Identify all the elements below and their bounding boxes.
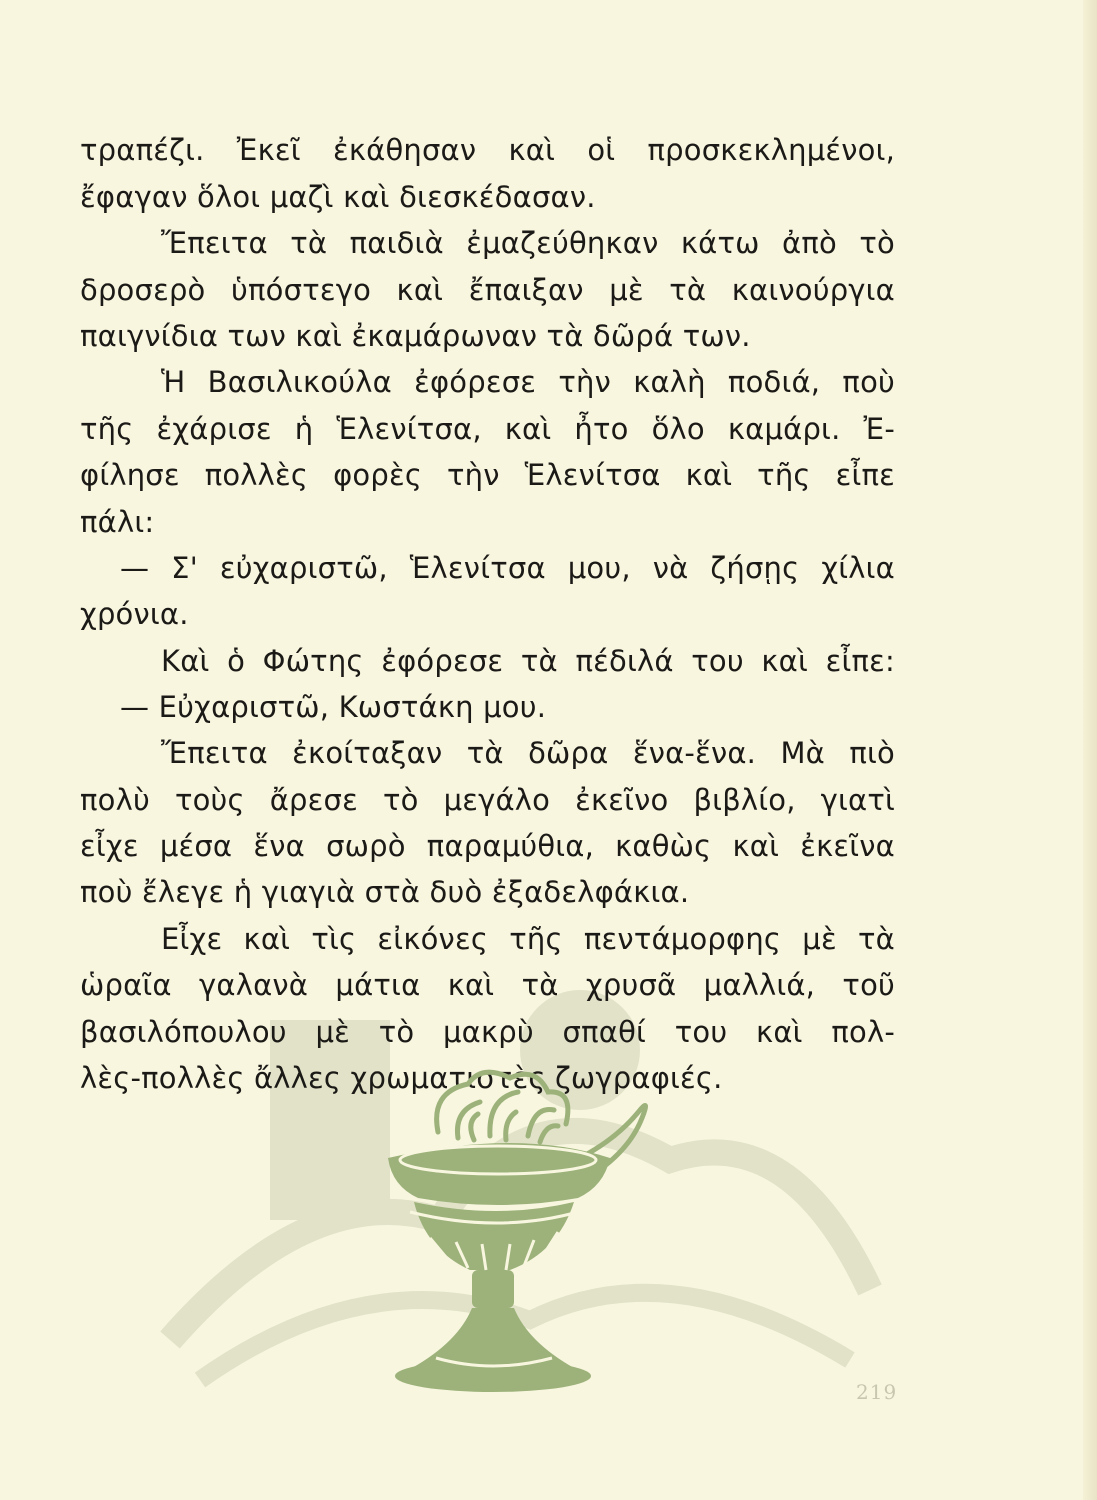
text-line: τραπέζι. Ἐκεῖ ἐκάθησαν καὶ οἱ προσκεκλημένοι, bbox=[80, 133, 895, 167]
page-edge bbox=[1083, 0, 1097, 1500]
text-line: ποὺ ἔλεγε ἡ γιαγιὰ στὰ δυὸ ἐξαδελφάκια. bbox=[80, 875, 690, 909]
text-line: βασιλόπουλου μὲ τὸ μακρὺ σπαθί του καὶ πολ- bbox=[80, 1015, 895, 1049]
text-line: πολὺ τοὺς ἄρεσε τὸ μεγάλο ἐκεῖνο βιβλίο, γιατὶ bbox=[80, 783, 895, 817]
page-number: 219 bbox=[856, 1380, 898, 1404]
text-line: πάλι: bbox=[80, 505, 155, 539]
text-line: λὲς-πολλὲς ἄλλες χρωματιστὲς ζωγραφιές. bbox=[80, 1061, 723, 1095]
text-line: δροσερὸ ὑπόστεγο καὶ ἔπαιξαν μὲ τὰ καινούργια bbox=[80, 273, 895, 307]
text-line: φίλησε πολλὲς φορὲς τὴν Ἑλενίτσα καὶ τῆς εἶπε bbox=[80, 458, 895, 492]
text-line: — Εὐχαριστῶ, Κωστάκη μου. bbox=[120, 690, 547, 724]
text-line: — Σ' εὐχαριστῶ, Ἑλενίτσα μου, νὰ ζήσῃς χίλια bbox=[120, 551, 895, 585]
text-line: τῆς ἐχάρισε ἡ Ἑλενίτσα, καὶ ἦτο ὅλο καμάρι. Ἐ- bbox=[80, 412, 895, 446]
text-line: Εἶχε καὶ τὶς εἰκόνες τῆς πεντάμορφης μὲ τὰ bbox=[161, 922, 895, 956]
text-line: Ἡ Βασιλικούλα ἐφόρεσε τὴν καλὴ ποδιά, ποὺ bbox=[161, 365, 895, 399]
text-line: παιγνίδια των καὶ ἐκαμάρωναν τὰ δῶρά των. bbox=[80, 319, 751, 353]
text-line: Ἔπειτα ἐκοίταξαν τὰ δῶρα ἕνα-ἕνα. Μὰ πιὸ bbox=[161, 736, 895, 770]
text-line: εἶχε μέσα ἕνα σωρὸ παραμύθια, καθὼς καὶ ἐκεῖνα bbox=[80, 829, 895, 863]
text-line: χρόνια. bbox=[80, 597, 189, 631]
text-line: ὡραῖα γαλανὰ μάτια καὶ τὰ χρυσᾶ μαλλιά, τοῦ bbox=[80, 968, 895, 1002]
text-line: Ἔπειτα τὰ παιδιὰ ἐμαζεύθηκαν κάτω ἀπὸ τὸ bbox=[161, 226, 895, 260]
oil-lamp-icon bbox=[378, 1062, 686, 1412]
text-line: ἔφαγαν ὅλοι μαζὶ καὶ διεσκέδασαν. bbox=[80, 180, 596, 214]
text-line: Καὶ ὁ Φώτης ἐφόρεσε τὰ πέδιλά του καὶ εἶπε: bbox=[161, 644, 895, 678]
